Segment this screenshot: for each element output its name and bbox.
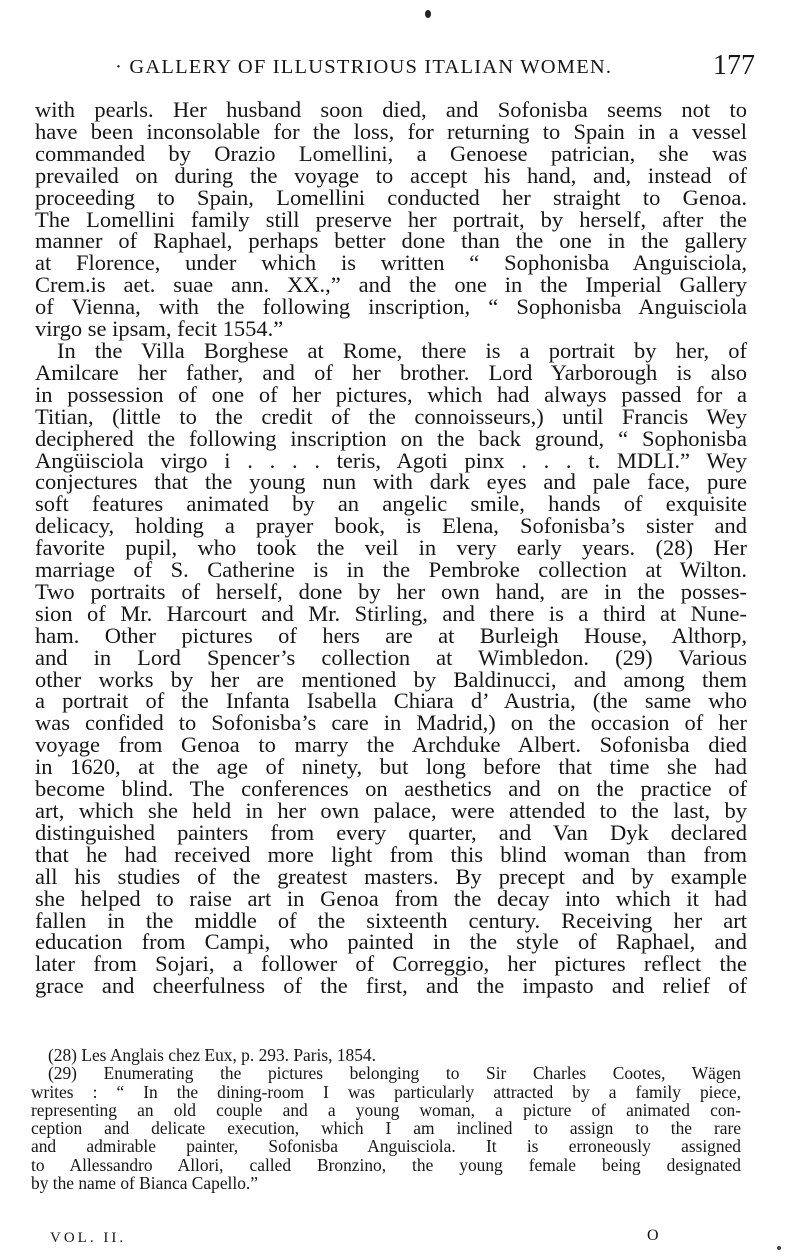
body-line: a portrait of the Infanta Isabella Chiara d’ Austria, (the same who [35,688,747,714]
body-line: proceeding to Spain, Lomellini conducted her straight to Genoa. [35,184,747,210]
body-line: Titian, (little to the credit of the connoisseurs,) until Francis Wey [35,403,747,429]
body-line: she helped to raise art in Genoa from the decay into which it had [35,885,747,911]
body-line: favorite pupil, who took the veil in very early years. (28) Her [35,535,747,561]
body-line: Angüisciola virgo i . . . . teris, Agoti pinx . . . t. MDLI.” Wey [35,447,747,473]
body-line: with pearls. Her husband soon died, and Sofonisba seems not to [35,97,747,122]
body-line: all his studies of the greatest masters. By precept and by example [35,863,747,889]
body-line: conjectures that the young nun with dark eyes and pale face, pure [35,469,747,495]
body-line: become blind. The conferences on aesthetics and on the practice of [35,776,747,802]
body-line: grace and cheerfulness of the first, and the impasto and relief of [35,973,747,999]
body-line: Crem.is aet. suae ann. XX.,” and the one in the Imperial Gallery [35,272,747,298]
footnote-line: writes : “ In the dining-room I was particularly attracted by a family piece, [31,1081,741,1102]
body-line: deciphered the following inscription on the back ground, “ Sophonisba [35,425,747,451]
body-line: have been inconsolable for the loss, for returning to Spain in a vessel [35,118,747,144]
body-line: virgo se ipsam, fecit 1554.” [35,316,284,342]
body-line: ham. Other pictures of hers are at Burleigh House, Althorp, [35,622,747,648]
body-line: voyage from Genoa to marry the Archduke Albert. Sofonisba died [35,732,747,758]
footnote-line: representing an old couple and a young woman, a picture of animated con- [31,1099,741,1120]
body-line: at Florence, under which is written “ Sophonisba Anguisciola, [35,250,747,276]
body-line: commanded by Orazio Lomellini, a Genoese patrician, she was [35,140,747,166]
footnote-line: (29) Enumerating the pictures belonging to Sir Charles Cootes, Wägen [48,1063,741,1084]
footnote-line: by the name of Bianca Capello.” [31,1172,258,1193]
body-line: in 1620, at the age of ninety, but long before that time she had [35,754,747,780]
body-line: Amilcare her father, and of her brother. Lord Yarborough is also [35,359,747,385]
body-line: distinguished painters from every quarter, and Van Dyk declared [35,819,747,845]
body-line: education from Campi, who painted in the style of Raphael, and [35,929,747,955]
body-line: in possession of one of her pictures, which had always passed for a [35,381,747,407]
body-line: and in Lord Spencer’s collection at Wimbledon. (29) Various [35,644,747,670]
footnotes [31,1046,741,1192]
body-line: soft features animated by an angelic smile, hands of exquisite [35,491,747,517]
footnote-line: and admirable painter, Sofonisba Anguisciola. It is erroneously assigned [31,1136,741,1157]
body-line: manner of Raphael, perhaps better done than the one in the gallery [35,228,747,254]
body-line: sion of Mr. Harcourt and Mr. Stirling, and there is a third at Nune- [35,600,747,626]
signature-mark: O [647,1227,659,1244]
volume-mark: VOL. II. [50,1230,127,1246]
body-line: marriage of S. Catherine is in the Pembroke collection at Wilton. [35,557,747,583]
body-line: of Vienna, with the following inscription, “ Sophonisba Anguisciola [35,294,747,320]
body-line: other works by her are mentioned by Baldinucci, and among them [35,666,747,692]
body-line: was confided to Sofonisba’s care in Madrid,) on the occasion of her [35,710,747,736]
body-line: art, which she held in her own palace, were attended to the last, by [35,798,747,823]
body-line: delicacy, holding a prayer book, is Elena, Sofonisba’s sister and [35,513,747,539]
ink-speck [425,10,431,18]
body-line: fallen in the middle of the sixteenth century. Receiving her art [35,907,747,933]
footnote-line: (28) Les Anglais chez Eux, p. 293. Paris, 1854. [48,1045,376,1065]
page-number: 177 [713,50,755,81]
footnote-line: ception and delicate execution, which I am inclined to assign to the rare [31,1118,741,1138]
footnote-line: to Allessandro Allori, called Bronzino, the young female being designated [31,1154,741,1175]
body-line: that he had received more light from this blind woman than from [35,841,747,867]
body-line: prevailed on during the voyage to accept his hand, and, instead of [35,162,747,188]
running-title: · GALLERY OF ILLUSTRIOUS ITALIAN WOMEN. [115,56,613,78]
body-line: The Lomellini family still preserve her portrait, by herself, after the [35,206,747,232]
body-text [35,99,747,997]
body-line-indented: In the Villa Borghese at Rome, there is a portrait by her, of [57,337,747,363]
ink-speck [777,1246,781,1250]
running-head [115,50,755,84]
body-line: later from Sojari, a follower of Correggio, her pictures reflect the [35,951,747,977]
body-line: Two portraits of herself, done by her own hand, are in the posses- [35,578,747,604]
